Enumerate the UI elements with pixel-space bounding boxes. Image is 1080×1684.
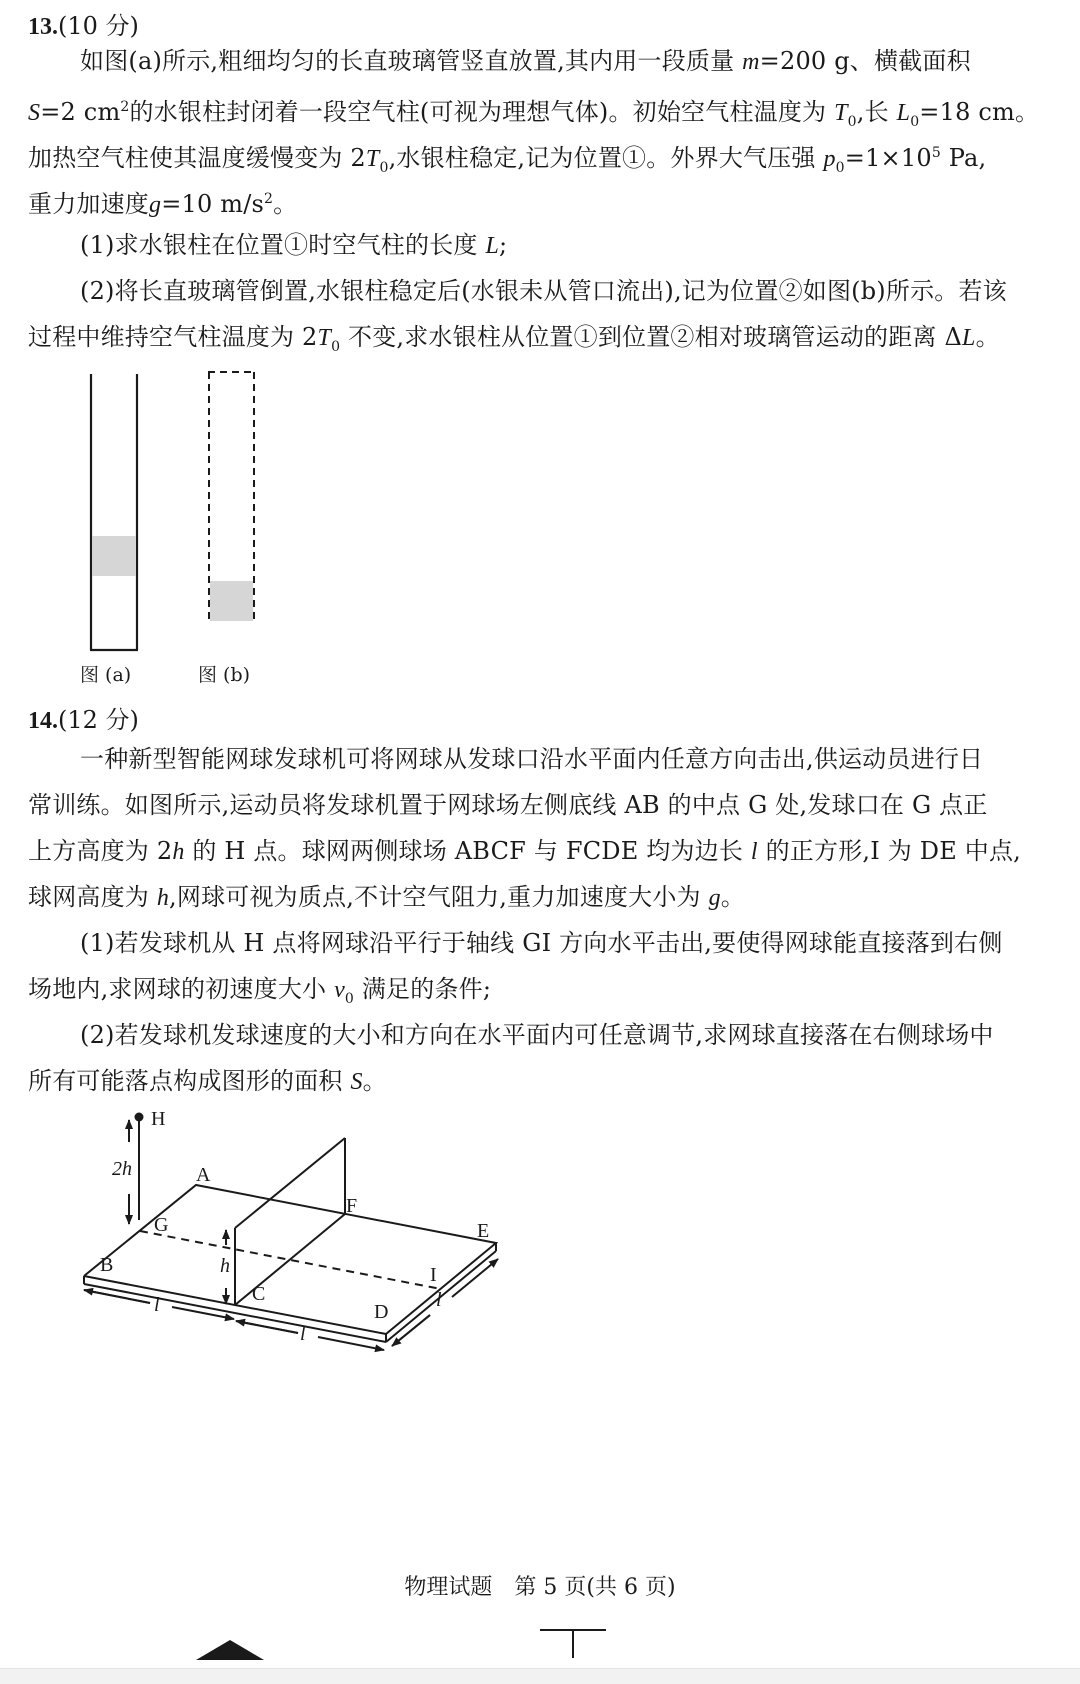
q13-text-line-1: 如图(a)所示,粗细均匀的长直玻璃管竖直放置,其内用一段质量 m=200 g、横截面积 xyxy=(80,47,971,75)
q14-subquestion-1-line-1: (1)若发球机从 H 点将网球沿平行于轴线 GI 方向水平击出,要使得网球能直接落到右侧 xyxy=(80,929,1003,957)
label-l-right: l xyxy=(436,1289,442,1311)
q13-text-line-4: 重力加速度g=10 $m/s^2$。 xyxy=(28,190,298,218)
tube-b xyxy=(208,372,255,622)
point-H xyxy=(136,1114,143,1121)
label-D: D xyxy=(374,1301,389,1323)
q14-score: (12 分) xyxy=(58,706,139,734)
q14-text-line-3: 上方高度为 2h 的 H 点。球网两侧球场 ABCF 与 FCDE 均为边长 l 的正方形,I 为 DE 中点, xyxy=(28,837,1021,865)
mercury-column-a xyxy=(92,536,136,576)
net-top-edge xyxy=(235,1138,345,1228)
q13-number: 13. xyxy=(28,14,58,40)
label-l-front: l xyxy=(300,1323,306,1345)
label-l-left: l xyxy=(154,1294,160,1316)
label-G: G xyxy=(154,1214,169,1236)
tennis-court-figure xyxy=(0,1100,560,1360)
label-B: B xyxy=(100,1254,114,1276)
fig-b-caption: 图 (b) xyxy=(198,664,251,686)
q13-text-line-2: S=2 $cm^2$的水银柱封闭着一段空气柱(可视为理想气体)。初始空气柱温度为 $T_0$,长 $L_0=18$ cm。 xyxy=(28,98,1040,130)
label-I: I xyxy=(430,1264,437,1286)
viewer-bottom-bar xyxy=(0,1668,1080,1684)
label-h: h xyxy=(220,1255,230,1277)
q14-subquestion-2-line-1: (2)若发球机发球速度的大小和方向在水平面内可任意调节,求网球直接落在右侧球场中 xyxy=(80,1021,994,1049)
page-footer: 物理试题 第 5 页(共 6 页) xyxy=(404,1575,676,1600)
q14-text-line-2: 常训练。如图所示,运动员将发球机置于网球场左侧底线 AB 的中点 G 处,发球口在 G 点正 xyxy=(28,791,988,819)
q14-text-line-1: 一种新型智能网球发球机可将网球从发球口沿水平面内任意方向击出,供运动员进行日 xyxy=(80,745,984,773)
triangle-mark-icon xyxy=(196,1640,264,1660)
tube-a xyxy=(90,374,138,650)
q14-header xyxy=(28,700,139,735)
q13-text-line-3: 加热空气柱使其温度缓慢变为 $2T_0$,水银柱稳定,记为位置①。外界大气压强 $p_0=1\times 10^5$ Pa, xyxy=(28,144,987,176)
label-A: A xyxy=(196,1164,211,1186)
q13-subquestion-2-line-2: 过程中维持空气柱温度为 $2T_0$ 不变,求水银柱从位置①到位置②相对玻璃管运动的距离 ΔL。 xyxy=(28,323,1000,355)
fig-a-caption: 图 (a) xyxy=(80,664,132,686)
q13-subquestion-2-line-1: (2)将长直玻璃管倒置,水银柱稳定后(水银未从管口流出),记为位置②如图(b)所示。若该 xyxy=(80,277,1007,305)
q13-score: (10 分) xyxy=(58,12,139,40)
mercury-column-b xyxy=(210,581,253,621)
q14-number: 14. xyxy=(28,708,58,734)
label-C: C xyxy=(252,1283,266,1305)
label-F: F xyxy=(346,1195,358,1217)
q14-subquestion-1-line-2: 场地内,求网球的初速度大小 $v_0$ 满足的条件; xyxy=(28,975,492,1007)
page-bottom-marks xyxy=(0,1618,1080,1668)
q14-text-line-4: 球网高度为 h,网球可视为质点,不计空气阻力,重力加速度大小为 g。 xyxy=(28,883,745,911)
q14-subquestion-2-line-2: 所有可能落点构成图形的面积 S。 xyxy=(28,1067,387,1095)
q13-subquestion-1: (1)求水银柱在位置①时空气柱的长度 L; xyxy=(80,231,508,259)
q13-figures xyxy=(0,360,300,660)
label-2h: 2h xyxy=(112,1158,132,1180)
label-E: E xyxy=(477,1220,490,1242)
q13-header xyxy=(28,6,139,41)
label-H: H xyxy=(151,1108,166,1130)
